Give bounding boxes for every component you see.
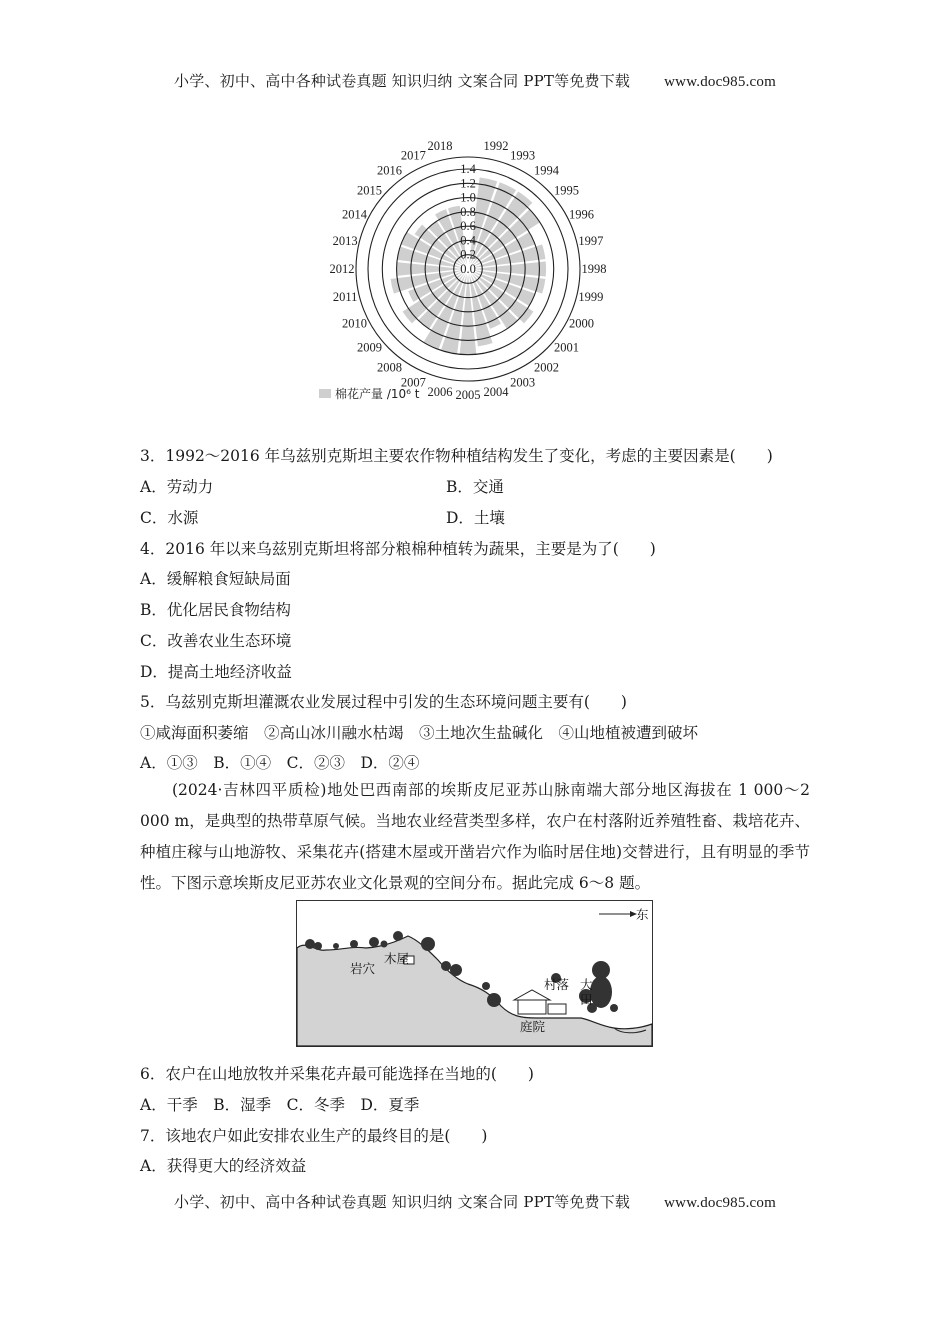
tick-0.4: 0.4 <box>460 233 476 248</box>
tick-0.0: 0.0 <box>460 262 476 276</box>
page-footer <box>0 1191 950 1212</box>
year-label-2009: 2009 <box>356 340 382 355</box>
question-3-stem: 3．1992～2016 年乌兹别克斯坦主要农作物种植结构发生了变化，考虑的主要因素是( ) <box>140 447 773 465</box>
year-label-2007: 2007 <box>400 375 426 390</box>
year-label-2006: 2006 <box>427 384 453 399</box>
q4-option-c[interactable]: C．改善农业生态环境 <box>140 632 292 650</box>
page-header <box>0 70 950 91</box>
year-label-2018: 2018 <box>427 139 453 154</box>
q3-option-a[interactable]: A．劳动力 <box>140 478 214 496</box>
year-label-2000: 2000 <box>569 316 595 331</box>
year-label-1993: 1993 <box>510 148 536 163</box>
village-label: 村落 <box>544 977 570 992</box>
q7-option-a[interactable]: A．获得更大的经济效益 <box>140 1157 307 1175</box>
year-label-1995: 1995 <box>554 183 580 198</box>
year-label-1994: 1994 <box>534 163 560 178</box>
field-label-a: 大 <box>580 977 593 992</box>
q3-option-b[interactable]: B．交通 <box>446 478 504 496</box>
hut-label: 木屋 <box>384 951 410 966</box>
year-label-1998: 1998 <box>581 262 607 276</box>
question-6-stem: 6．农户在山地放牧并采集花卉最可能选择在当地的( ) <box>140 1065 534 1083</box>
year-label-1992: 1992 <box>483 139 509 154</box>
q3-option-c[interactable]: C．水源 <box>140 509 199 527</box>
legend-swatch <box>319 389 331 398</box>
field-label-b: 田 <box>580 992 593 1007</box>
year-label-2014: 2014 <box>341 207 367 222</box>
year-label-1997: 1997 <box>578 233 604 248</box>
q5-items: ①咸海面积萎缩 ②高山冰川融水枯竭 ③土地次生盐碱化 ④山地植被遭到破坏 <box>140 724 699 742</box>
question-5-stem: 5．乌兹别克斯坦灌溉农业发展过程中引发的生态环境问题主要有( ) <box>140 693 627 711</box>
chart-legend <box>319 386 420 401</box>
cotton-polar-chart <box>300 128 650 410</box>
year-label-2005: 2005 <box>455 388 481 402</box>
landscape-cross-section <box>296 900 653 1047</box>
question-4-stem: 4．2016 年以来乌兹别克斯坦将部分粮棉种植转为蔬果，主要是为了( ) <box>140 540 656 558</box>
year-label-2010: 2010 <box>341 316 367 331</box>
header-text: 小学、初中、高中各种试卷真题 知识归纳 文案合同 PPT等免费下载 <box>174 72 631 90</box>
tick-0.6: 0.6 <box>460 219 476 234</box>
year-label-2015: 2015 <box>356 183 382 198</box>
q4-option-b[interactable]: B．优化居民食物结构 <box>140 601 291 619</box>
legend-label: 棉花产量 /10⁶ t <box>335 387 420 401</box>
passage-text: (2024·吉林四平质检)地处巴西南部的埃斯皮尼亚苏山脉南端大部分地区海拔在 1 000～2 000 m，是典型的热带草原气候。当地农业经营类型多样，农户在村落附近养殖牲畜、栽培花卉、种植庄稼与山地游牧、采集花卉(搭建木屋或开凿岩穴作为临时居住地)交替进行，且有明显的季节性。下图示意埃斯皮尼亚苏农业文化景观的空间分布。据此完成 6～8 题。 <box>140 781 810 892</box>
year-label-2011: 2011 <box>332 290 358 305</box>
footer-site[interactable]: www.doc985.com <box>664 1195 776 1211</box>
tick-0.2: 0.2 <box>460 247 476 262</box>
chart-radial-ticks <box>460 162 476 276</box>
year-label-2004: 2004 <box>483 384 509 399</box>
year-label-2002: 2002 <box>534 360 560 375</box>
year-label-2013: 2013 <box>332 233 358 248</box>
question-7-stem: 7．该地农户如此安排农业生产的最终目的是( ) <box>140 1127 488 1145</box>
year-label-1996: 1996 <box>569 207 595 222</box>
tick-1.0: 1.0 <box>460 190 476 205</box>
q4-option-d[interactable]: D．提高土地经济收益 <box>140 663 292 681</box>
q6-options[interactable]: A．干季 B．湿季 C．冬季 D．夏季 <box>140 1096 420 1114</box>
tick-0.8: 0.8 <box>460 204 476 219</box>
year-label-2001: 2001 <box>554 340 580 355</box>
year-label-2016: 2016 <box>376 163 402 178</box>
year-label-2008: 2008 <box>376 360 402 375</box>
header-site[interactable]: www.doc985.com <box>664 74 776 90</box>
year-label-2017: 2017 <box>400 148 426 163</box>
tick-1.4: 1.4 <box>460 162 476 176</box>
yard-label: 庭院 <box>520 1019 546 1034</box>
east-label: 东 <box>636 907 649 922</box>
year-label-2012: 2012 <box>329 262 355 276</box>
q5-options[interactable]: A．①③ B．①④ C．②③ D．②④ <box>140 754 420 772</box>
q3-option-d[interactable]: D．土壤 <box>446 509 505 527</box>
tick-1.2: 1.2 <box>460 176 476 191</box>
footer-text: 小学、初中、高中各种试卷真题 知识归纳 文案合同 PPT等免费下载 <box>174 1193 631 1211</box>
cave-label: 岩穴 <box>350 961 376 976</box>
year-label-1999: 1999 <box>578 290 604 305</box>
year-label-2003: 2003 <box>510 375 536 390</box>
q4-option-a[interactable]: A．缓解粮食短缺局面 <box>140 570 291 588</box>
